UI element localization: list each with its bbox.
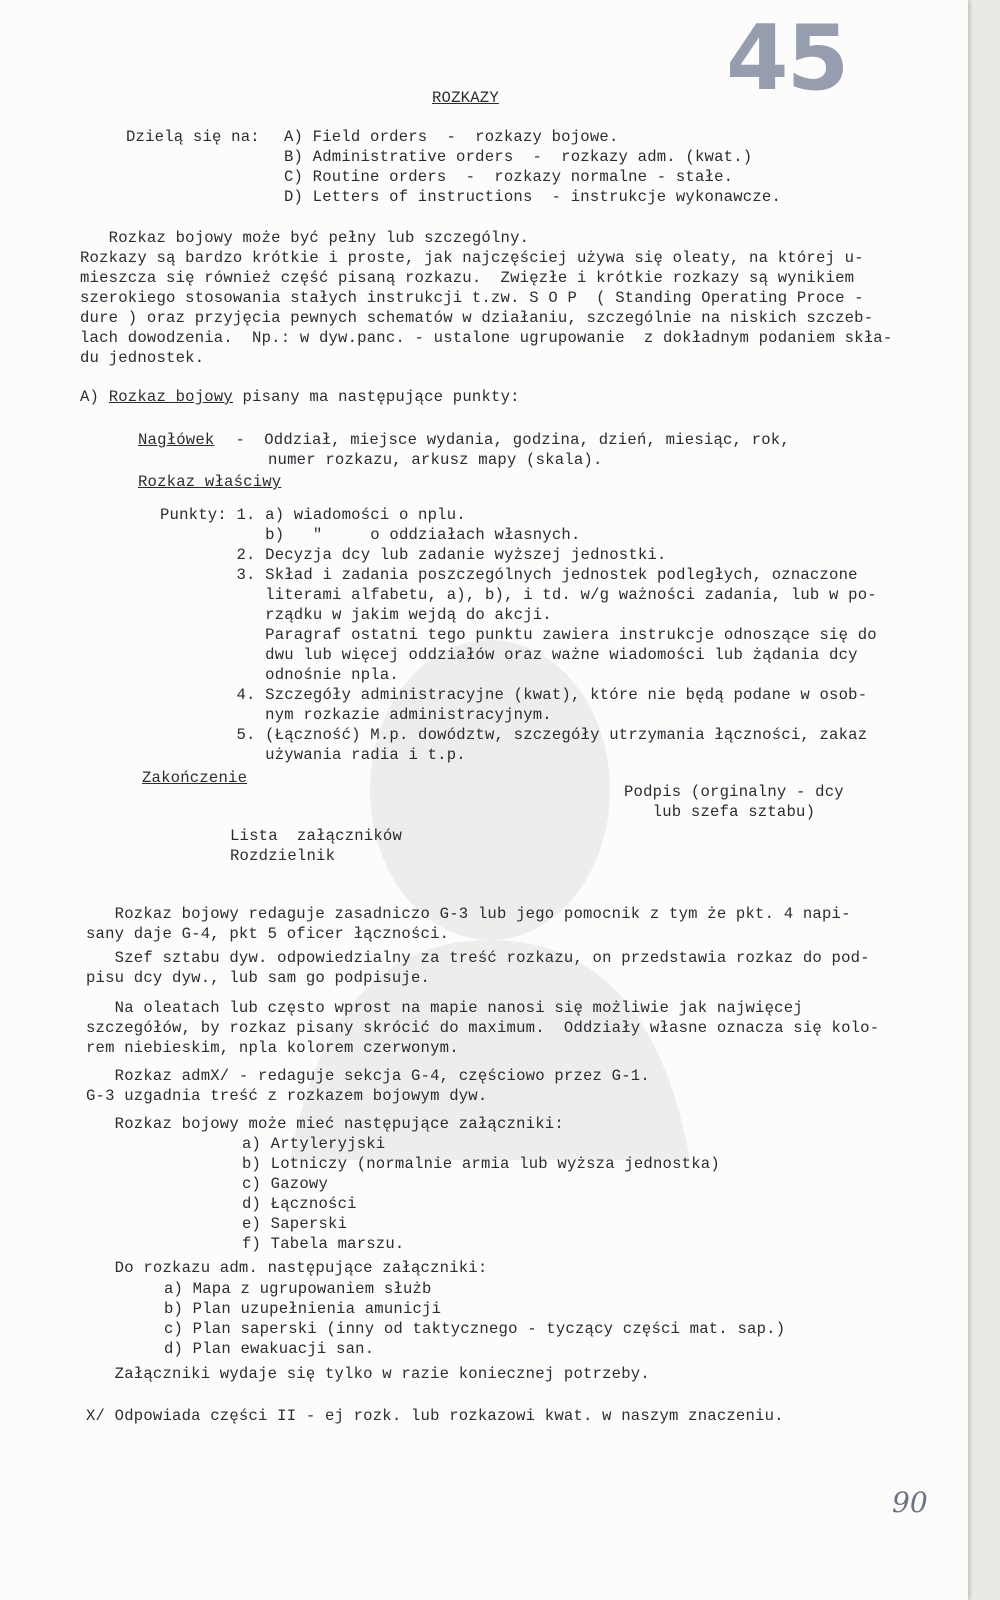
punkty-line: używania radia i t.p. (160, 746, 466, 764)
intro-item: C) Routine orders - rozkazy normalne - stałe. (284, 168, 734, 186)
para-line: rem niebieskim, npla kolorem czerwonym. (86, 1039, 459, 1057)
punkty-line: 5. (Łączność) M.p. dowództw, szczegóły utrzymania łączności, zakaz (160, 726, 868, 744)
zalacznik-item: a) Artyleryjski (242, 1135, 386, 1153)
zalacznik-item: b) Plan uzupełnienia amunicji (164, 1300, 442, 1318)
para-line: pisu dcy dyw., lub sam go podpisuje. (86, 969, 431, 987)
zalacznik-item: c) Plan saperski (inny od taktycznego - tyczący części mat. sap.) (164, 1320, 786, 1338)
punkty-line: literami alfabetu, a), b), i td. w/g ważności zadania, lub w po- (160, 586, 877, 604)
intro-item: A) Field orders - rozkazy bojowe. (284, 128, 619, 146)
zalacznik-item: c) Gazowy (242, 1175, 329, 1193)
para-line: Szef sztabu dyw. odpowiedzialny za treść rozkazu, on przedstawia rozkaz do pod- (86, 949, 870, 967)
zalaczniki-adm-lead: Do rozkazu adm. następujące załączniki: (86, 1259, 488, 1277)
para-line: mieszcza się również część pisaną rozkazu. Zwięzłe i krótkie rozkazy są wynikiem (80, 269, 855, 287)
para-line: Na oleatach lub często wprost na mapie nanosi się możliwie jak najwięcej (86, 999, 803, 1017)
zakonczenie-label: Zakończenie (142, 769, 248, 787)
naglowek-line: numer rozkazu, arkusz mapy (skala). (268, 451, 603, 469)
page-title: ROZKAZY (432, 89, 499, 107)
section-a-heading (80, 387, 520, 407)
zalacznik-item: a) Mapa z ugrupowaniem służb (164, 1280, 432, 1298)
zalacznik-item: d) Plan ewakuacji san. (164, 1340, 375, 1358)
para-line: G-3 uzgadnia treść z rozkazem bojowym dyw. (86, 1087, 488, 1105)
para-line: Rozkaz bojowy może być pełny lub szczególny. (80, 229, 530, 247)
punkty-line: dwu lub więcej oddziałów oraz ważne wiadomości lub żądania dcy (160, 646, 858, 664)
para-line: szerokiego stosowania stałych instrukcji t.zw. S O P ( Standing Operating Proce - (80, 289, 864, 307)
punkty-line: b) " o oddziałach własnych. (160, 526, 581, 544)
punkty-line: odnośnie npla. (160, 666, 399, 684)
para-line: Rozkazy są bardzo krótkie i proste, jak najczęściej używa się oleaty, na której u- (80, 249, 864, 267)
para-line: sany daje G-4, pkt 5 oficer łączności. (86, 925, 450, 943)
handwritten-page-number: 90 (892, 1486, 928, 1519)
para-line: Rozkaz admX/ - redaguje sekcja G-4, częściowo przez G-1. (86, 1067, 650, 1085)
stamp-number: 45 (726, 6, 848, 111)
section-a-underlined: Rozkaz bojowy (108, 388, 233, 406)
rozkaz-wlasciwy-label: Rozkaz właściwy (138, 473, 282, 491)
para-line: dure ) oraz przyjęcia pewnych schematów w działaniu, szczególnie na niskich szczeb- (80, 309, 874, 327)
intro-lead: Dzielą się na: (126, 128, 260, 146)
para-line: du jednostek. (80, 349, 205, 367)
zalacznik-item: b) Lotniczy (normalnie armia lub wyższa jednostka) (242, 1155, 720, 1173)
zalacznik-item: e) Saperski (242, 1215, 348, 1233)
naglowek-label: Nagłówek (138, 431, 215, 449)
zalacznik-item: f) Tabela marszu. (242, 1235, 405, 1253)
zalaczniki-bojowe-lead: Rozkaz bojowy może mieć następujące załączniki: (86, 1115, 564, 1133)
zalacznik-item: d) Łączności (242, 1195, 357, 1213)
punkty-line: rządku w jakim wejdą do akcji. (160, 606, 552, 624)
para-line: Rozkaz bojowy redaguje zasadniczo G-3 lub jego pomocnik z tym że pkt. 4 napi- (86, 905, 851, 923)
punkty-line: Punkty: 1. a) wiadomości o nplu. (160, 506, 466, 524)
intro-item: D) Letters of instructions - instrukcje wykonawcze. (284, 188, 782, 206)
lista-zalacznikow: Lista załączników (230, 827, 403, 845)
punkty-line: 2. Decyzja dcy lub zadanie wyższej jednostki. (160, 546, 667, 564)
podpis-line: Podpis (orginalny - dcy (624, 783, 844, 801)
para-line: lach dowodzenia. Np.: w dyw.panc. - ustalone ugrupowanie z dokładnym podaniem skła- (80, 329, 893, 347)
rozdzielnik: Rozdzielnik (230, 847, 336, 865)
section-a-prefix: A) (80, 388, 109, 406)
footnote: X/ Odpowiada części II - ej rozk. lub rozkazowi kwat. w naszym znaczeniu. (86, 1407, 784, 1425)
punkty-line: 3. Skład i zadania poszczególnych jednostek podległych, oznaczone (160, 566, 858, 584)
closing-line: Załączniki wydaje się tylko w razie koniecznej potrzeby. (86, 1365, 650, 1383)
punkty-line: 4. Szczegóły administracyjne (kwat), które nie będą podane w osob- (160, 686, 868, 704)
section-a-rest: pisany ma następujące punkty: (232, 388, 520, 406)
naglowek-line: - Oddział, miejsce wydania, godzina, dzień, miesiąc, rok, (226, 431, 790, 449)
intro-item: B) Administrative orders - rozkazy adm. (kwat.) (284, 148, 753, 166)
para-line: szczegółów, by rozkaz pisany skrócić do maximum. Oddziały własne oznacza się kolo- (86, 1019, 880, 1037)
punkty-line: nym rozkazie administracyjnym. (160, 706, 552, 724)
punkty-line: Paragraf ostatni tego punktu zawiera instrukcje odnoszące się do (160, 626, 877, 644)
podpis-line: lub szefa sztabu) (624, 803, 816, 821)
